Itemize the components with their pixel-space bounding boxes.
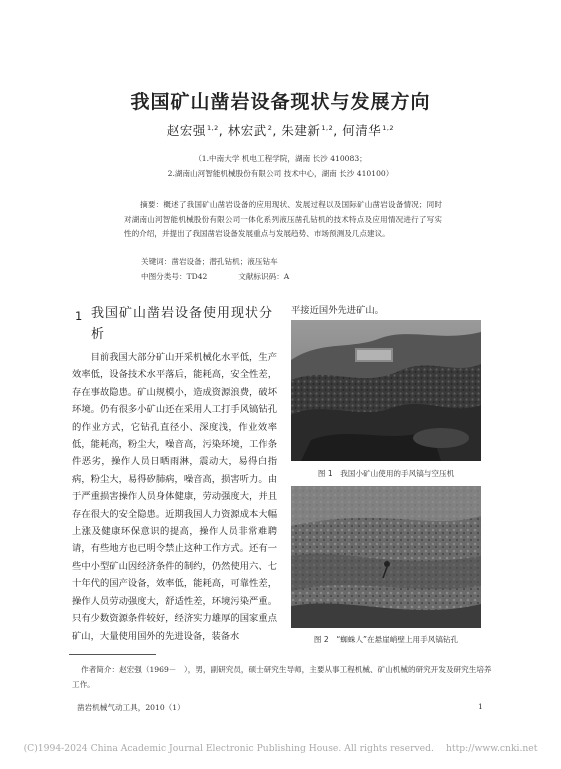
author-list: 赵宏强$^{1,2}$, 林宏武$^2$, 朱建新$^{1,2}$, 何清华$^{1,2}$ bbox=[166, 123, 395, 138]
doc-code-label: 文献标识码： bbox=[238, 272, 284, 281]
keywords-text: 凿岩设备；潜孔钻机；液压钻车 bbox=[171, 257, 278, 266]
figure-2-photo bbox=[291, 486, 481, 628]
affiliation-line: 2.湖南山河智能机械股份有限公司 技术中心，湖南 长沙 410100） bbox=[167, 169, 394, 178]
figure-2-caption: 图 2 “蜘蛛人”在悬崖峭壁上用手风镐钻孔 bbox=[313, 635, 459, 644]
affiliation-line: （1.中南大学 机电工程学院，湖南 长沙 410083； bbox=[194, 154, 367, 163]
copyright-watermark: (C)1994-2024 China Academic Journal Electronic Publishing House. All rights reserved. http://www.cnki.net bbox=[23, 743, 538, 754]
figure-1-photo bbox=[291, 320, 481, 461]
footnote-divider bbox=[69, 654, 156, 655]
abstract-label: 摘要： bbox=[140, 200, 164, 209]
body-paragraph: 目前我国大部分矿山开采机械化水平低，生产效率低，设备技术水平落后，能耗高，安全性差，存在事故隐患。矿山规模小，造成资源浪费，破坏环境。仍有很多小矿山还在采用人工打手风镐钻孔的作业方式，它钻孔直径小、深度浅，作业效率低，能耗高，粉尘大，噪音高，污染环境，工作条件恶劣，操作人员日晒雨淋，震动大，易得白指病，粉尘大，易得矽肺病，噪音高，损害听力。由于严重损害操作人员身体健康，劳动强度大，并且存在很大的安全隐患。近期我国人力资源成本大幅上涨及健康环保意识的提高，操作人员非常难聘请，有些地方也已明令禁止这种工作方式。还有一些中小型矿山因经济条件的制约，仍然使用六、七十年代的国产设备，效率低，能耗高，可靠性差，操作人员劳动强度大，舒适性差，环境污染严重。只有少数资源条件较好，经济实力雄厚的国家重点矿山，大量使用国外的先进设备，装备水 bbox=[72, 352, 277, 642]
figure-1-caption: 图 1 我国小矿山使用的手风镐与空压机 bbox=[317, 469, 455, 478]
keywords-line bbox=[141, 256, 278, 267]
author-name: 赵宏强$^{1,2}$ bbox=[166, 123, 219, 138]
clc-label: 中图分类号： bbox=[141, 272, 187, 281]
keywords-label: 关键词： bbox=[141, 257, 172, 266]
right-column-text: 平接近国外先进矿山。 bbox=[291, 305, 384, 316]
abstract-text: 概述了我国矿山凿岩设备的应用现状、发展过程以及国际矿山凿岩设备情况；同时对湖南山河智能机械股份有限公司一体化系列液压凿孔钻机的技术特点及应用情况进行了写实性的介绍，并提出了我国凿岩设备发展重点与发展趋势、市场预测及几点建议。 bbox=[124, 200, 443, 239]
doc-code-value: A bbox=[283, 272, 290, 281]
author-bio-footnote: 作者简介：赵宏强（1969－ ），男，副研究员，硕士研究生导师，主要从事工程机械、矿山机械的研究开发及研究生培养工作。 bbox=[72, 665, 492, 689]
clc-value: TD42 bbox=[186, 272, 208, 281]
paper-title: 我国矿山凿岩设备现状与发展方向 bbox=[130, 91, 431, 113]
journal-footer: 凿岩机械气动工具，2010（1） bbox=[77, 703, 185, 712]
classification-line bbox=[141, 271, 289, 282]
section-heading: 我国矿山凿岩设备使用现状分析 bbox=[91, 306, 274, 342]
section-number: 1 bbox=[75, 309, 83, 323]
author-name: 林宏武$^2$ bbox=[227, 123, 273, 138]
author-name: 何清华$^{1,2}$ bbox=[342, 123, 395, 138]
abstract bbox=[124, 198, 442, 242]
page-number: 1 bbox=[478, 702, 483, 711]
author-name: 朱建新$^{1,2}$ bbox=[281, 123, 334, 138]
